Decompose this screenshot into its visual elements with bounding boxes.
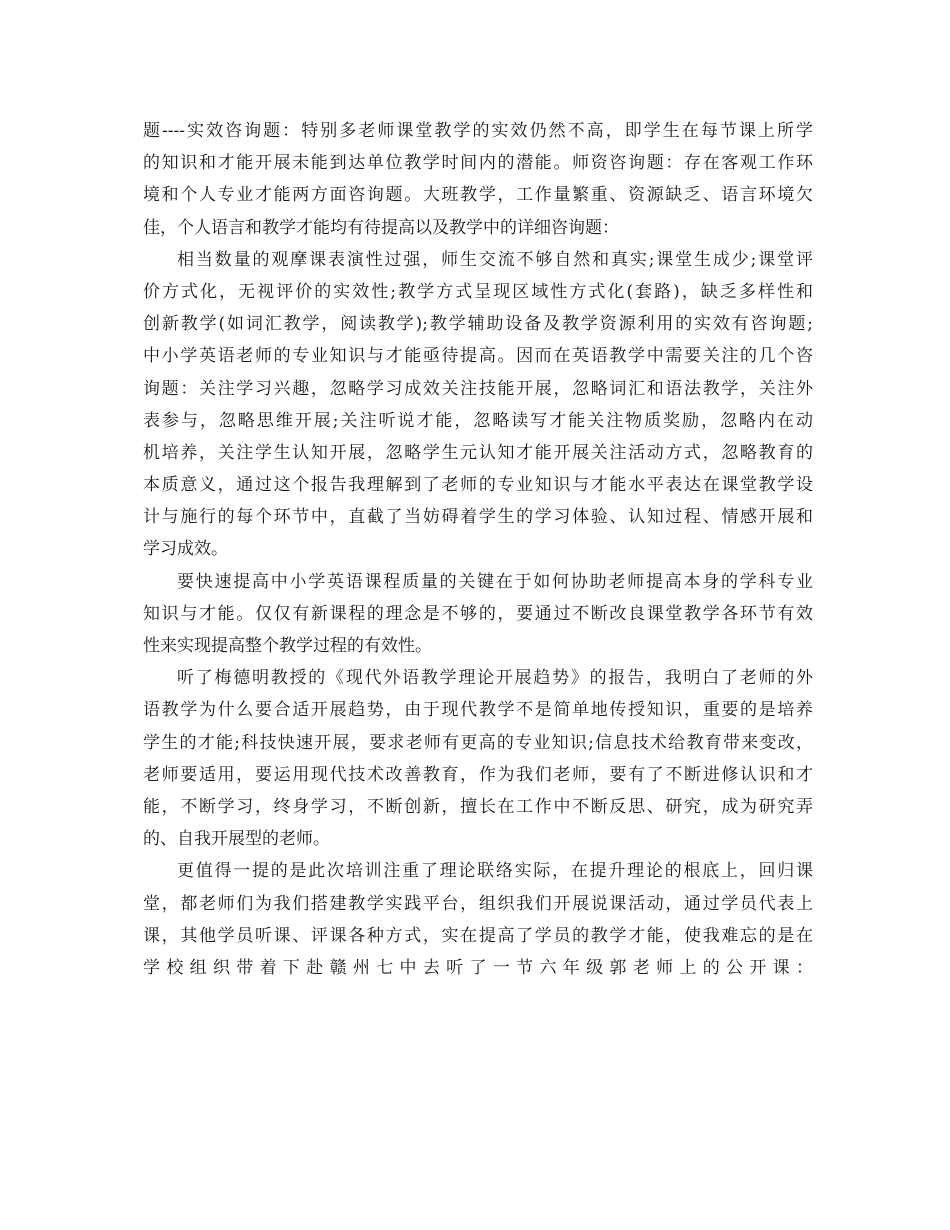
text-line: 课，其他学员听课、评课各种方式，实在提高了学员的教学才能，使我难忘的是在 bbox=[143, 925, 813, 946]
text-line: 机培养，关注学生认知开展，忽略学生元认知才能开展关注活动方式，忽略教育的 bbox=[143, 442, 813, 463]
text-line: 语教学为什么要合适开展趋势，由于现代教学不是简单地传授知识，重要的是培养 bbox=[143, 700, 813, 721]
document-body bbox=[143, 115, 813, 984]
text-line: 更值得一提的是此次培训注重了理论联络实际，在提升理论的根底上，回归课 bbox=[177, 861, 813, 882]
text-line: 的知识和才能开展未能到达单位教学时间内的潜能。师资咨询题：存在客观工作环 bbox=[143, 153, 813, 174]
text-line: 询题：关注学习兴趣，忽略学习成效关注技能开展，忽略词汇和语法教学，关注外 bbox=[143, 378, 813, 399]
text-line: 境和个人专业才能两方面咨询题。大班教学，工作量繁重、资源缺乏、语言环境欠 bbox=[143, 185, 813, 206]
paragraph-5 bbox=[143, 855, 813, 984]
text-line: 知识与才能。仅仅有新课程的理念是不够的，要通过不断改良课堂教学各环节有效 bbox=[143, 603, 813, 624]
text-line: 学生的才能;科技快速开展，要求老师有更高的专业知识;信息技术给教育带来变改， bbox=[143, 732, 813, 753]
text-line: 本质意义，通过这个报告我理解到了老师的专业知识与才能水平表达在课堂教学设 bbox=[143, 475, 813, 496]
text-line: 老师要适用，要运用现代技术改善教育，作为我们老师，要有了不断进修认识和才 bbox=[143, 764, 813, 785]
text-line: 学习成效。 bbox=[143, 539, 228, 560]
text-line: 创新教学(如词汇教学，阅读教学);教学辅助设备及教学资源利用的实效有咨询题; bbox=[143, 314, 813, 335]
text-line: 价方式化，无视评价的实效性;教学方式呈现区域性方式化(套路)，缺乏多样性和 bbox=[143, 281, 813, 302]
text-line: 题----实效咨询题：特别多老师课堂教学的实效仍然不高，即学生在每节课上所学 bbox=[143, 121, 813, 141]
text-line: 堂，都老师们为我们搭建教学实践平台，组织我们开展说课活动，通过学员代表上 bbox=[143, 893, 813, 914]
text-line: 中小学英语老师的专业知识与才能亟待提高。因而在英语教学中需要关注的几个咨 bbox=[143, 346, 813, 367]
text-line: 相当数量的观摩课表演性过强，师生交流不够自然和真实;课堂生成少;课堂评 bbox=[177, 249, 813, 270]
text-line: 佳，个人语言和教学才能均有待提高以及教学中的详细咨询题： bbox=[143, 217, 619, 238]
paragraph-3 bbox=[143, 566, 813, 663]
text-line: 听了梅德明教授的《现代外语教学理论开展趋势》的报告，我明白了老师的外 bbox=[177, 668, 813, 689]
paragraph-2 bbox=[143, 244, 813, 566]
text-line: 要快速提高中小学英语课程质量的关键在于如何协助老师提高本身的学科专业 bbox=[177, 571, 813, 592]
paragraph-1 bbox=[143, 115, 813, 244]
text-line: 性来实现提高整个教学过程的有效性。 bbox=[143, 636, 432, 656]
paragraph-4 bbox=[143, 662, 813, 855]
text-line: 学校组织带着下赴赣州七中去听了一节六年级郭老师上的公开课： bbox=[143, 957, 813, 978]
text-line: 的、自我开展型的老师。 bbox=[143, 829, 330, 850]
text-line: 计与施行的每个环节中，直截了当妨碍着学生的学习体验、认知过程、情感开展和 bbox=[143, 507, 813, 528]
text-line: 能，不断学习，终身学习，不断创新，擅长在工作中不断反思、研究，成为研究弄 bbox=[143, 796, 813, 817]
text-line: 表参与，忽略思维开展;关注听说才能，忽略读写才能关注物质奖励，忽略内在动 bbox=[143, 410, 813, 431]
